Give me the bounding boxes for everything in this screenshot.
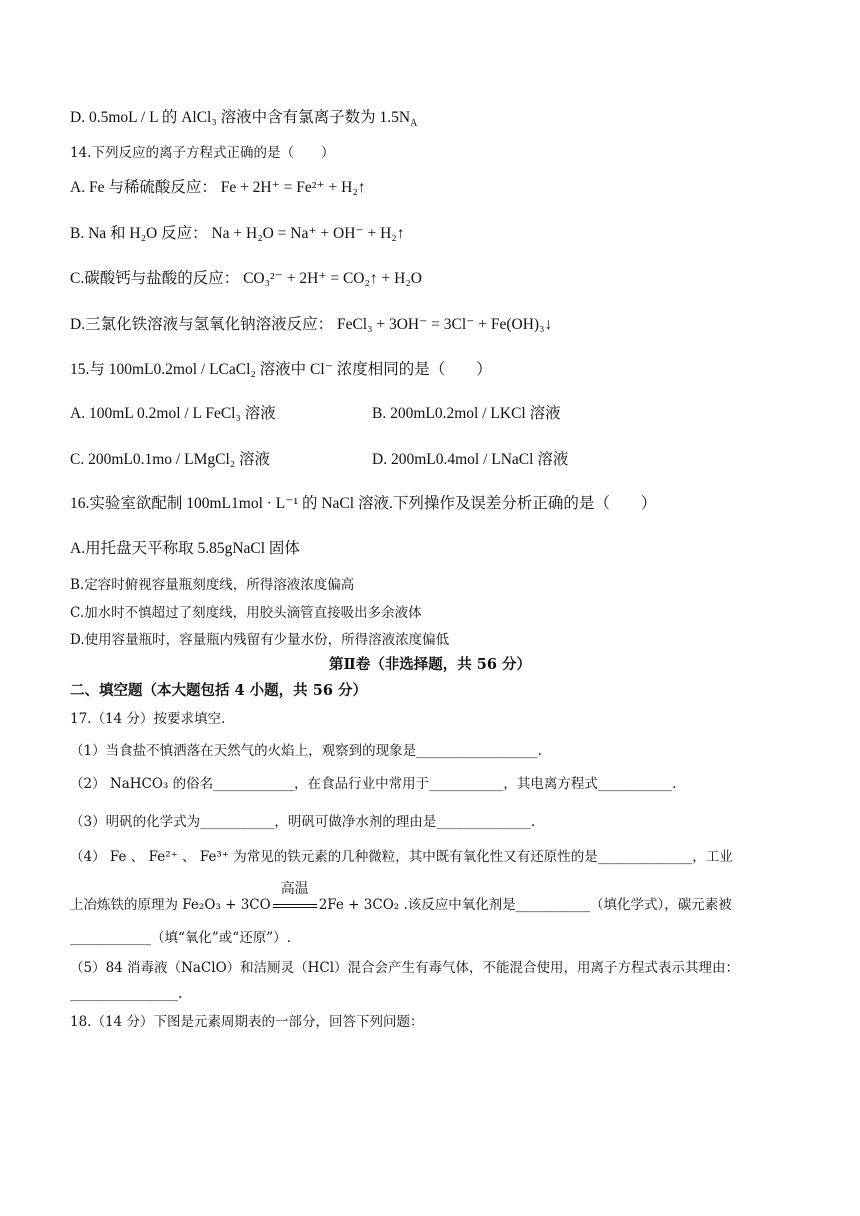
q15-option-d: D. 200mL0.4mol / LNaCl 溶液	[372, 451, 569, 468]
q17-stem: 17.（14 分）按要求填空.	[70, 711, 226, 727]
q16-option-b: B.定容时俯视容量瓶刻度线，所得溶液浓度偏高	[70, 577, 355, 593]
q17-part-5-line-1: （5）84 消毒液（NaClO）和洁厕灵（HCl）混合会产生有毒气体，不能混合使用，用离子方程式表示其理由：	[70, 960, 740, 976]
q14-option-a: A. Fe 与稀硫酸反应： Fe + 2H⁺ = Fe²⁺ + H₂↑	[70, 179, 366, 196]
q16-option-d: D.使用容量瓶时，容量瓶内残留有少量水份，所得溶液浓度偏低	[70, 632, 450, 648]
q16-stem: 16.实验室欲配制 100mL1mol · L⁻¹ 的 NaCl 溶液.下列操作及误差分析正确的是（ ）	[70, 495, 657, 512]
q17-part-2: （2） NaHCO₃ 的俗名____________，在食品行业中常用于___________，其电离方程式___________.	[70, 776, 677, 792]
q14-option-d: D.三氯化铁溶液与氢氧化钠溶液反应： FeCl₃ + 3OH⁻ = 3Cl⁻ + Fe(OH)₃↓	[70, 316, 553, 333]
q14-stem: 14.下列反应的离子方程式正确的是（ ）	[70, 145, 335, 161]
q14-option-c: C.碳酸钙与盐酸的反应： CO₃²⁻ + 2H⁺ = CO₂↑ + H₂O	[70, 270, 422, 287]
q15-stem: 15.与 100mL0.2mol / LCaCl₂ 溶液中 Cl⁻ 浓度相同的是（ ）	[70, 361, 492, 378]
q13-option-d-subscript: A	[410, 118, 418, 130]
q17-equation-products: 2Fe + 3CO₂ .该反应中氧化剂是___________（填化学式），碳元素被	[318, 897, 732, 913]
q14-option-b: B. Na 和 H₂O 反应： Na + H₂O = Na⁺ + OH⁻ + H₂↑	[70, 225, 405, 242]
q16-option-c: C.加水时不慎超过了刻度线，用胶头滴管直接吸出多余液体	[70, 605, 422, 621]
q18-stem: 18.（14 分）下图是元素周期表的一部分，回答下列问题：	[70, 1014, 424, 1030]
q17-part-3: （3）明矾的化学式为___________，明矾可做净水剂的理由是______________.	[70, 814, 536, 830]
part-2-title: 二、填空题（本大题包括 4 小题，共 56 分）	[70, 682, 367, 699]
reaction-condition-arrow	[271, 880, 319, 916]
q15-option-a: A. 100mL 0.2mol / L FeCl₃ 溶液	[70, 405, 276, 422]
q16-option-a: A.用托盘天平称取 5.85gNaCl 固体	[70, 540, 300, 557]
q17-part-5-line-2: ________________.	[70, 986, 183, 1002]
q17-part-4-line-2	[70, 880, 732, 916]
q17-part-4-line-3: ____________（填“氧化”或“还原”）.	[70, 930, 291, 946]
q15-option-c: C. 200mL0.1mo / LMgCl₂ 溶液	[70, 451, 271, 468]
section-2-title: 第Ⅱ卷（非选择题，共 56 分）	[329, 656, 531, 673]
q17-equation-reactants: 上冶炼铁的原理为 Fe₂O₃ + 3CO	[70, 897, 271, 913]
q13-option-d-text: D. 0.5moL / L 的 AlCl₃ 溶液中含有氯离子数为 1.5N	[70, 109, 411, 126]
q15-option-b: B. 200mL0.2mol / LKCl 溶液	[372, 405, 561, 422]
q17-part-1: （1）当食盐不慎洒落在天然气的火焰上，观察到的现象是__________________.	[70, 743, 542, 759]
q13-option-d	[70, 108, 417, 134]
equals-sign-icon	[273, 904, 317, 908]
q17-part-4-line-1: （4） Fe 、 Fe²⁺ 、 Fe³⁺ 为常见的铁元素的几种微粒，其中既有氧化性又有还原性的是______________，工业	[70, 849, 733, 865]
reaction-condition-label: 高温	[280, 880, 309, 897]
